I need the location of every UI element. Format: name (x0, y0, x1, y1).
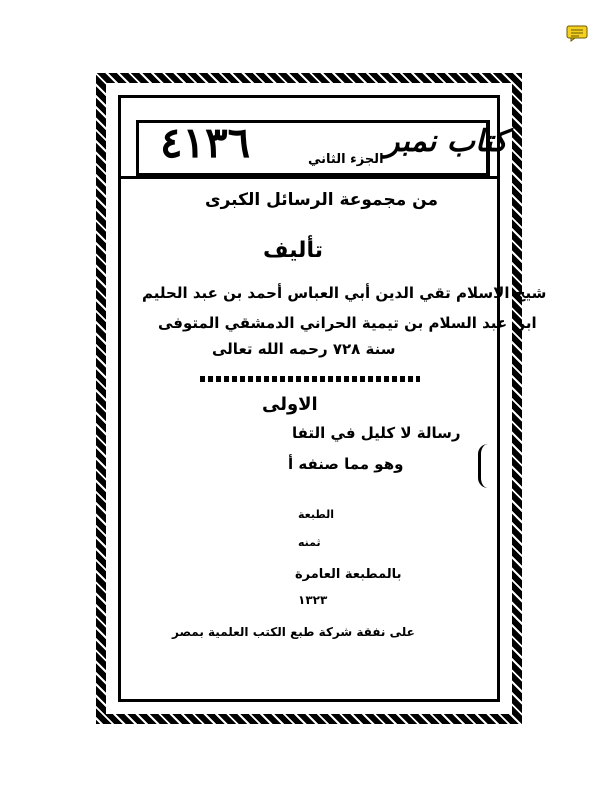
catalog-number: ٤١٣٦ (160, 118, 251, 167)
publisher-line: على نفقة شركة طبع الكتب العلمية بمصر (172, 625, 415, 639)
press-line: بالمطبعة العامرة (295, 567, 402, 582)
edition-line: الطبعة (298, 508, 334, 521)
authored-by: تأليف (263, 238, 323, 263)
book-label: كتاب نمبر (385, 124, 508, 159)
year-line: ١٣٢٣ (298, 593, 328, 607)
first-label: الاولى (262, 394, 318, 415)
collection-title: من مجموعة الرسائل الكبرى (205, 190, 438, 210)
written-line: وهو مما صنفه أ (288, 455, 404, 473)
treatise-line: رسالة لا كليل في التفا (292, 424, 461, 442)
price-line: ثمنه (298, 536, 321, 549)
comment-icon[interactable] (566, 25, 588, 42)
header-divider (120, 176, 498, 179)
author-line-1: شيخ الاسلام تقي الدين أبي العباس أحمد بن عبد الحليم (142, 284, 547, 302)
ornamental-divider (200, 376, 420, 382)
part-label: الجزء الثاني (308, 152, 384, 167)
content-brace (478, 444, 493, 488)
author-line-2: ابن عبد السلام بن تيمية الحراني الدمشقي المتوفى (158, 314, 537, 332)
author-line-3: سنة ٧٢٨ رحمه الله تعالى (212, 340, 396, 358)
